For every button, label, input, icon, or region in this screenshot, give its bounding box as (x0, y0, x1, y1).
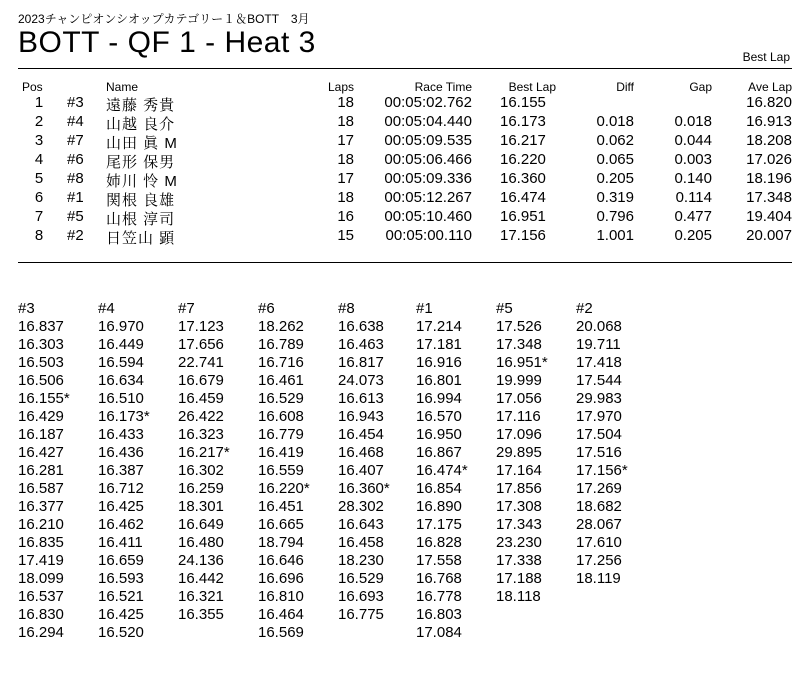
gap-cell: 0.018 (674, 113, 712, 130)
gap-cell: 0.477 (674, 208, 712, 225)
best-lap-cell: 16.217 (500, 132, 546, 149)
lap-time: 16.520 (98, 624, 144, 641)
laps-cell: 17 (337, 132, 354, 149)
kart-number-cell: #6 (67, 151, 84, 168)
lap-time: 16.716 (258, 354, 304, 371)
lap-time: 17.181 (416, 336, 462, 353)
lap-time: 22.741 (178, 354, 224, 371)
lap-column-header: #6 (258, 300, 275, 317)
diff-cell: 1.001 (596, 227, 634, 244)
lap-time: 16.427 (18, 444, 64, 461)
lap-column-header: #5 (496, 300, 513, 317)
lap-time: 17.175 (416, 516, 462, 533)
lap-time: 18.682 (576, 498, 622, 515)
lap-time: 29.983 (576, 390, 622, 407)
lap-time: 16.951* (496, 354, 548, 371)
race-time-cell: 00:05:12.267 (384, 189, 472, 206)
lap-time: 16.436 (98, 444, 144, 461)
lap-column-header: #1 (416, 300, 433, 317)
driver-name-cell: 尾形 保男 (106, 154, 176, 171)
lap-time: 23.230 (496, 534, 542, 551)
driver-name-cell: 山越 良介 (106, 116, 176, 133)
laps-cell: 18 (337, 113, 354, 130)
lap-time: 17.419 (18, 552, 64, 569)
lap-column-header: #8 (338, 300, 355, 317)
lap-time: 16.537 (18, 588, 64, 605)
lap-time: 16.459 (178, 390, 224, 407)
diff-cell: 0.018 (596, 113, 634, 130)
lap-time: 16.916 (416, 354, 462, 371)
gap-cell: 0.044 (674, 132, 712, 149)
lap-time: 17.188 (496, 570, 542, 587)
lap-time: 16.830 (18, 606, 64, 623)
race-time-cell: 00:05:09.336 (384, 170, 472, 187)
lap-time: 16.360* (338, 480, 390, 497)
lap-time: 20.068 (576, 318, 622, 335)
driver-name-cell: 遠藤 秀貴 (106, 97, 176, 114)
gap-cell: 0.003 (674, 151, 712, 168)
lap-column (18, 300, 98, 642)
lap-time: 16.828 (416, 534, 462, 551)
lap-time: 26.422 (178, 408, 224, 425)
lap-time: 16.506 (18, 372, 64, 389)
lap-time: 16.510 (98, 390, 144, 407)
lap-time: 16.712 (98, 480, 144, 497)
table-row (0, 227, 800, 246)
lap-time: 16.461 (258, 372, 304, 389)
lap-time: 16.419 (258, 444, 304, 461)
lap-time: 16.890 (416, 498, 462, 515)
lap-time: 16.464 (258, 606, 304, 623)
lap-time: 16.387 (98, 462, 144, 479)
pos-cell: 3 (34, 132, 44, 149)
pos-cell: 8 (34, 227, 44, 244)
lap-time: 16.521 (98, 588, 144, 605)
kart-number-cell: #4 (67, 113, 84, 130)
lap-column (98, 300, 178, 642)
kart-number-cell: #1 (67, 189, 84, 206)
lap-time: 17.526 (496, 318, 542, 335)
top-divider (18, 68, 792, 69)
lap-time: 17.343 (496, 516, 542, 533)
lap-time: 16.943 (338, 408, 384, 425)
lap-time: 17.123 (178, 318, 224, 335)
pos-cell: 2 (34, 113, 44, 130)
lap-time: 17.056 (496, 390, 542, 407)
best-lap-cell: 16.474 (500, 189, 546, 206)
laps-cell: 15 (337, 227, 354, 244)
lap-time: 16.355 (178, 606, 224, 623)
lap-time: 16.480 (178, 534, 224, 551)
lap-time: 16.451 (258, 498, 304, 515)
lap-time: 17.256 (576, 552, 622, 569)
kart-number-cell: #5 (67, 208, 84, 225)
lap-time: 16.779 (258, 426, 304, 443)
best-lap-cell: 16.951 (500, 208, 546, 225)
race-time-cell: 00:05:00.110 (385, 227, 472, 244)
pos-cell: 4 (34, 151, 44, 168)
lap-time: 17.610 (576, 534, 622, 551)
lap-time: 16.789 (258, 336, 304, 353)
lap-time: 16.696 (258, 570, 304, 587)
lap-time: 16.429 (18, 408, 64, 425)
table-row (0, 151, 800, 170)
lap-time: 16.259 (178, 480, 224, 497)
lap-time: 16.377 (18, 498, 64, 515)
lap-column-header: #2 (576, 300, 593, 317)
ave-lap-cell: 17.348 (746, 189, 792, 206)
table-row (0, 170, 800, 189)
laps-cell: 18 (337, 151, 354, 168)
lap-time: 17.348 (496, 336, 542, 353)
header-best-lap: Best Lap (508, 80, 556, 94)
best-lap-cell: 16.155 (500, 94, 546, 111)
lap-column (416, 300, 496, 642)
lap-column (576, 300, 656, 588)
header-gap: Gap (689, 80, 712, 94)
laps-cell: 17 (337, 170, 354, 187)
lap-time: 17.338 (496, 552, 542, 569)
race-time-cell: 00:05:04.440 (384, 113, 472, 130)
lap-time: 16.867 (416, 444, 462, 461)
lap-time: 16.693 (338, 588, 384, 605)
gap-cell: 0.205 (674, 227, 712, 244)
pos-cell: 5 (34, 170, 44, 187)
event-subtitle: 2023チャンピオンシオップカテゴリー１＆BOTT 3月 (18, 12, 310, 26)
best-lap-label: Best Lap (742, 50, 790, 64)
lap-time: 16.303 (18, 336, 64, 353)
driver-name-cell: 関根 良雄 (106, 192, 176, 209)
race-time-cell: 00:05:06.466 (384, 151, 472, 168)
ave-lap-cell: 16.913 (746, 113, 792, 130)
driver-name-cell: 日笠山 顕 (106, 230, 176, 247)
lap-column-header: #4 (98, 300, 115, 317)
header-diff: Diff (616, 80, 634, 94)
race-time-cell: 00:05:10.460 (384, 208, 472, 225)
lap-time: 18.301 (178, 498, 224, 515)
race-time-cell: 00:05:02.762 (384, 94, 472, 111)
diff-cell: 0.796 (596, 208, 634, 225)
lap-time: 16.155* (18, 390, 70, 407)
lap-time: 16.569 (258, 624, 304, 641)
lap-time: 16.638 (338, 318, 384, 335)
diff-cell: 0.319 (596, 189, 634, 206)
lap-time: 17.269 (576, 480, 622, 497)
driver-name-cell: 山田 眞 M (106, 135, 178, 152)
lap-time: 16.679 (178, 372, 224, 389)
lap-time: 16.529 (258, 390, 304, 407)
lap-time: 16.529 (338, 570, 384, 587)
lap-time: 16.281 (18, 462, 64, 479)
lap-time: 16.468 (338, 444, 384, 461)
lap-time: 28.067 (576, 516, 622, 533)
lap-time: 16.594 (98, 354, 144, 371)
lap-time: 18.262 (258, 318, 304, 335)
lap-column-header: #3 (18, 300, 35, 317)
lap-time: 16.835 (18, 534, 64, 551)
lap-time: 16.210 (18, 516, 64, 533)
lap-time: 16.659 (98, 552, 144, 569)
kart-number-cell: #8 (67, 170, 84, 187)
lap-time: 16.559 (258, 462, 304, 479)
laps-cell: 18 (337, 189, 354, 206)
table-row (0, 208, 800, 227)
lap-time: 18.099 (18, 570, 64, 587)
kart-number-cell: #3 (67, 94, 84, 111)
lap-time: 16.458 (338, 534, 384, 551)
lap-time: 17.116 (496, 408, 541, 425)
race-time-cell: 00:05:09.535 (384, 132, 472, 149)
lap-time: 17.544 (576, 372, 622, 389)
lap-time: 16.442 (178, 570, 224, 587)
lap-time: 16.778 (416, 588, 462, 605)
gap-cell: 0.114 (675, 189, 712, 206)
lap-time: 17.656 (178, 336, 224, 353)
lap-time: 16.775 (338, 606, 384, 623)
lap-time: 16.454 (338, 426, 384, 443)
lap-time: 17.214 (416, 318, 462, 335)
kart-number-cell: #2 (67, 227, 84, 244)
lap-time: 16.463 (338, 336, 384, 353)
lap-time: 17.164 (496, 462, 542, 479)
lap-time: 16.950 (416, 426, 462, 443)
lap-time: 18.230 (338, 552, 384, 569)
lap-time: 17.084 (416, 624, 462, 641)
ave-lap-cell: 19.404 (746, 208, 792, 225)
lap-column (178, 300, 258, 624)
laps-cell: 16 (337, 208, 354, 225)
lap-time: 16.970 (98, 318, 144, 335)
lap-time: 16.321 (178, 588, 224, 605)
laps-cell: 18 (337, 94, 354, 111)
lap-time: 16.994 (416, 390, 462, 407)
ave-lap-cell: 18.196 (746, 170, 792, 187)
lap-time: 18.118 (496, 588, 541, 605)
lap-time: 16.810 (258, 588, 304, 605)
lap-column-header: #7 (178, 300, 195, 317)
lap-time: 17.308 (496, 498, 542, 515)
lap-time: 16.837 (18, 318, 64, 335)
lap-time: 24.136 (178, 552, 224, 569)
lap-time: 17.558 (416, 552, 462, 569)
lap-time: 16.411 (98, 534, 143, 551)
lap-time: 16.407 (338, 462, 384, 479)
lap-time: 16.449 (98, 336, 144, 353)
lap-time: 16.323 (178, 426, 224, 443)
lap-time: 17.156* (576, 462, 628, 479)
lap-time: 16.302 (178, 462, 224, 479)
header-ave-lap: Ave Lap (748, 80, 792, 94)
lap-time: 16.803 (416, 606, 462, 623)
kart-number-cell: #7 (67, 132, 84, 149)
results-table (0, 80, 800, 246)
diff-cell: 0.062 (596, 132, 634, 149)
ave-lap-cell: 17.026 (746, 151, 792, 168)
pos-cell: 1 (34, 94, 44, 111)
best-lap-cell: 16.220 (500, 151, 546, 168)
table-row (0, 132, 800, 151)
gap-cell: 0.140 (674, 170, 712, 187)
lap-time: 16.173* (98, 408, 150, 425)
lap-time: 24.073 (338, 372, 384, 389)
lap-time: 19.999 (496, 372, 542, 389)
lap-time: 16.217* (178, 444, 230, 461)
header-laps: Laps (327, 80, 354, 94)
lap-column (338, 300, 418, 624)
ave-lap-cell: 16.820 (746, 94, 792, 111)
lap-time: 16.503 (18, 354, 64, 371)
table-row (0, 189, 800, 208)
lap-time: 16.613 (338, 390, 384, 407)
lap-column (496, 300, 576, 606)
lap-time: 29.895 (496, 444, 542, 461)
best-lap-cell: 17.156 (500, 227, 546, 244)
table-row (0, 94, 800, 113)
lap-time: 17.856 (496, 480, 542, 497)
diff-cell: 0.205 (596, 170, 634, 187)
lap-time: 16.646 (258, 552, 304, 569)
lap-time: 16.643 (338, 516, 384, 533)
lap-time: 16.220* (258, 480, 310, 497)
best-lap-cell: 16.360 (500, 170, 546, 187)
lap-time: 19.711 (576, 336, 621, 353)
table-row (0, 113, 800, 132)
driver-name-cell: 山根 淳司 (106, 211, 176, 228)
lap-time: 16.425 (98, 606, 144, 623)
lap-time: 16.187 (18, 426, 64, 443)
lap-time: 17.096 (496, 426, 542, 443)
lap-time: 17.504 (576, 426, 622, 443)
bottom-divider (18, 262, 792, 263)
lap-time: 16.854 (416, 480, 462, 497)
lap-time: 16.593 (98, 570, 144, 587)
header-name: Name (106, 80, 139, 94)
pos-cell: 6 (34, 189, 44, 206)
lap-time: 16.587 (18, 480, 64, 497)
header-pos: Pos (22, 80, 43, 94)
page-title: BOTT - QF 1 - Heat 3 (18, 26, 316, 59)
lap-time: 16.570 (416, 408, 462, 425)
ave-lap-cell: 20.007 (746, 227, 792, 244)
driver-name-cell: 姉川 怜 M (106, 173, 178, 190)
lap-time: 16.768 (416, 570, 462, 587)
lap-column (258, 300, 338, 642)
lap-time: 16.649 (178, 516, 224, 533)
lap-time: 17.418 (576, 354, 622, 371)
lap-time: 18.119 (576, 570, 621, 587)
results-header-row (0, 80, 800, 93)
pos-cell: 7 (34, 208, 44, 225)
lap-time: 16.294 (18, 624, 64, 641)
ave-lap-cell: 18.208 (746, 132, 792, 149)
lap-time: 16.433 (98, 426, 144, 443)
lap-time: 17.516 (576, 444, 622, 461)
lap-time: 16.462 (98, 516, 144, 533)
lap-time: 28.302 (338, 498, 384, 515)
lap-time: 16.817 (338, 354, 384, 371)
lap-time: 16.425 (98, 498, 144, 515)
lap-time: 16.665 (258, 516, 304, 533)
lap-time: 16.608 (258, 408, 304, 425)
lap-time: 16.634 (98, 372, 144, 389)
lap-time: 18.794 (258, 534, 304, 551)
diff-cell: 0.065 (596, 151, 634, 168)
lap-time: 17.970 (576, 408, 622, 425)
lap-time: 16.474* (416, 462, 468, 479)
header-race-time: Race Time (414, 80, 472, 94)
best-lap-cell: 16.173 (500, 113, 546, 130)
lap-time: 16.801 (416, 372, 462, 389)
